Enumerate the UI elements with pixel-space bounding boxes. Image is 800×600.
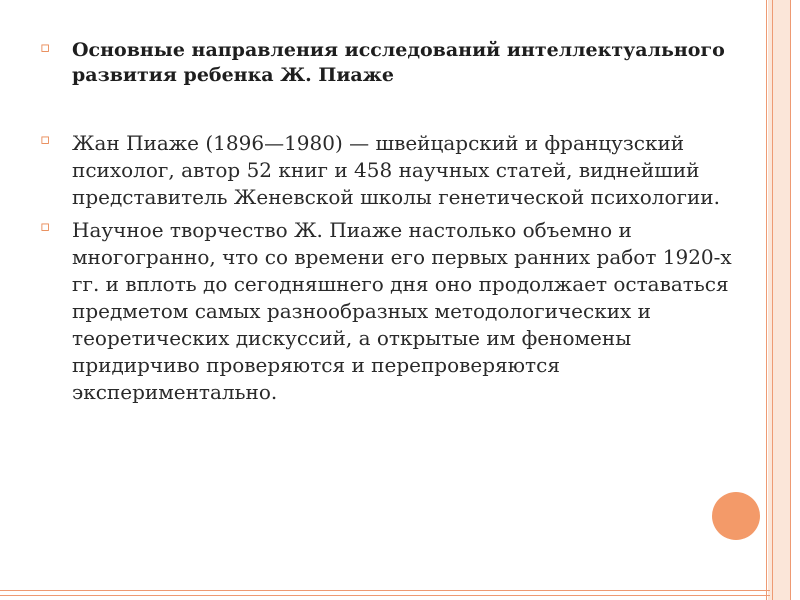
bullet-item-biography bbox=[40, 130, 760, 211]
decorative-frame-right bbox=[764, 0, 800, 600]
paragraph-biography: Жан Пиаже (1896—1980) — швейцарский и французский психолог, автор 52 книг и 458 научных статей, виднейший представитель Женевской школы генетической психологии. bbox=[72, 131, 720, 209]
slide-heading: Основные направления исследований интеллектуального развития ребенка Ж. Пиаже bbox=[72, 39, 725, 86]
decorative-frame-bottom bbox=[0, 586, 800, 600]
bullet-item-heading bbox=[40, 38, 760, 88]
hollow-square-bullet-icon: ▫ bbox=[40, 217, 51, 235]
decorative-circle bbox=[712, 492, 760, 540]
hollow-square-bullet-icon: ▫ bbox=[40, 130, 51, 148]
bullet-item-scientific-work bbox=[40, 217, 760, 406]
slide-content bbox=[40, 38, 760, 406]
paragraph-scientific-work: Научное творчество Ж. Пиаже настолько объемно и многогранно, что со времени его первых ранних работ 1920-х гг. и вплоть до сегодняшнего дня оно продолжает оставаться предметом самых разнообразных методологических и теоретических дискуссий, а открытые им феномены придирчиво проверяются и перепроверяются экспериментально. bbox=[72, 218, 732, 404]
hollow-square-bullet-icon: ▫ bbox=[40, 38, 51, 56]
